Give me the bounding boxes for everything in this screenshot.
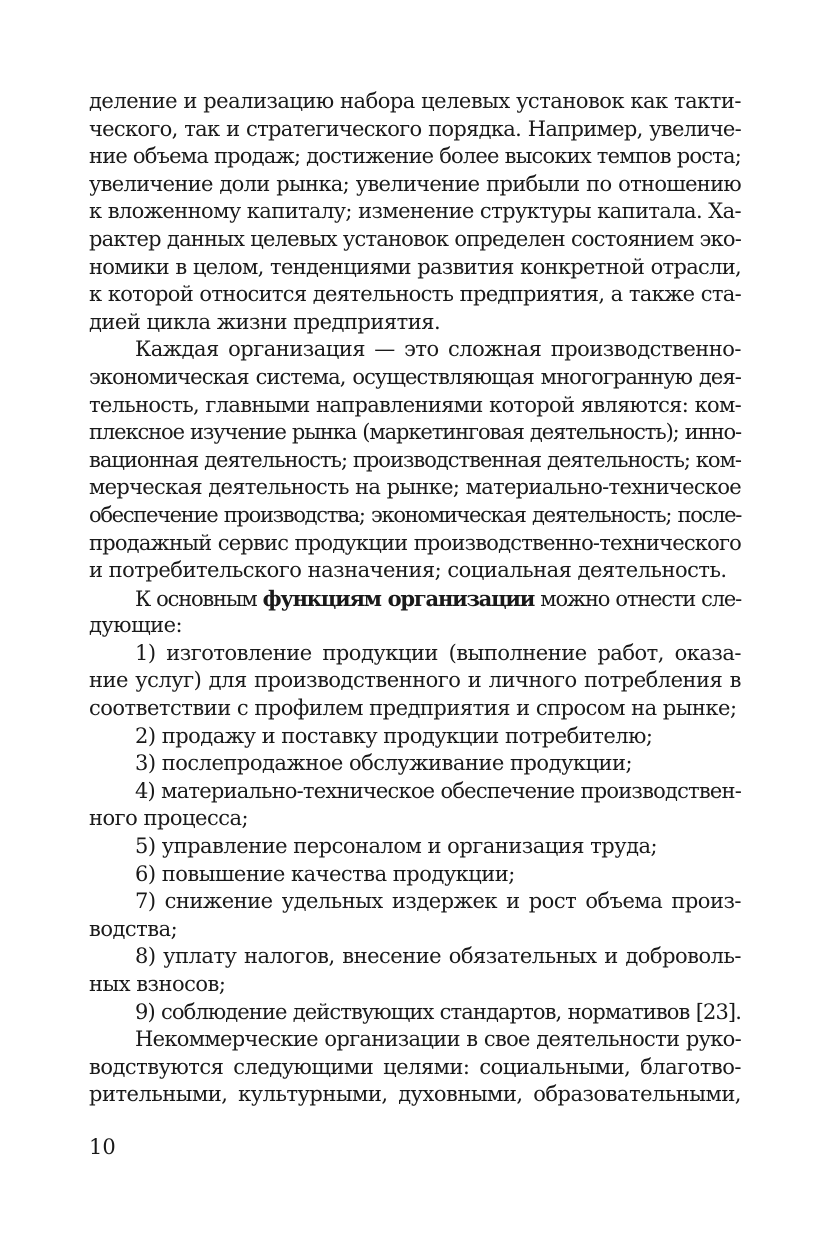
- list-item-line: ние услуг) для производственного и личного потребления в: [89, 668, 741, 693]
- text-line: продажный сервис продукции производственно-технического: [89, 530, 741, 555]
- text-run: К основным: [135, 586, 263, 611]
- text-line: и потребительского назначения; социальная деятельность.: [89, 558, 727, 583]
- text-line: дующие:: [89, 613, 183, 638]
- body-text: [89, 88, 741, 1109]
- text-line: плексное изучение рынка (маркетинговая деятельность); инно-: [89, 420, 741, 445]
- text-line: обеспечение производства; экономическая деятельность; после-: [89, 502, 741, 527]
- text-line: вационная деятельность; производственная деятельность; ком-: [89, 447, 741, 472]
- list-item-line: 7) снижение удельных издержек и рост объема произ-: [135, 889, 741, 914]
- list-item-line: 4) материально-техническое обеспечение производствен-: [135, 778, 741, 803]
- text-line: номики в целом, тенденциями развития конкретной отрасли,: [89, 254, 741, 279]
- text-line: ние объема продаж; достижение более высоких темпов роста;: [89, 144, 741, 169]
- text-line: [89, 585, 741, 613]
- list-item-line: 6) повышение качества продукции;: [135, 861, 515, 886]
- list-item-line: водства;: [89, 916, 178, 941]
- text-line: деление и реализацию набора целевых установок как такти-: [89, 89, 741, 113]
- list-item-line: ного процесса;: [89, 806, 249, 831]
- list-item-line: 1) изготовление продукции (выполнение работ, оказа-: [135, 640, 741, 665]
- list-item-line: ных взносов;: [89, 972, 226, 996]
- text-line: экономическая система, осуществляющая многогранную дея-: [89, 364, 741, 389]
- text-line: рактер данных целевых установок определен состоянием эко-: [89, 226, 741, 251]
- list-item-line: 9) соблюдение действующих стандартов, нормативов [23].: [135, 999, 741, 1024]
- list-item-line: 3) послепродажное обслуживание продукции;: [135, 751, 633, 776]
- text-line: тельность, главными направлениями которой являются: ком-: [89, 392, 741, 417]
- text-line: водствуются следующими целями: социальными, благотво-: [89, 1054, 741, 1079]
- text-line: Некоммерческие организации в свое деятельности руко-: [135, 1027, 741, 1052]
- text-line: к которой относится деятельность предприятия, а также ста-: [89, 282, 741, 307]
- text-line: к вложенному капиталу; изменение структуры капитала. Ха-: [89, 199, 741, 224]
- list-item-line: 5) управление персоналом и организация труда;: [135, 834, 658, 859]
- text-run: можно отнести сле-: [534, 586, 741, 611]
- bold-term: функциям организации: [262, 585, 535, 611]
- text-line: Каждая организация — это сложная производственно-: [135, 337, 741, 362]
- text-line: увеличение доли рынка; увеличение прибыли по отношению: [89, 171, 741, 196]
- list-item-line: 2) продажу и поставку продукции потребителю;: [135, 723, 653, 748]
- page-number: 10: [89, 1135, 116, 1159]
- text-line: дией цикла жизни предприятия.: [89, 309, 441, 334]
- list-item-line: соответствии с профилем предприятия и спросом на рынке;: [89, 696, 737, 721]
- text-line: ческого, так и стратегического порядка. Например, увеличе-: [89, 116, 741, 141]
- list-item-line: 8) уплату налогов, внесение обязательных и доброволь-: [135, 944, 741, 969]
- text-line: мерческая деятельность на рынке; материально-техническое: [89, 475, 741, 500]
- text-line: рительными, культурными, духовными, образовательными,: [89, 1082, 741, 1107]
